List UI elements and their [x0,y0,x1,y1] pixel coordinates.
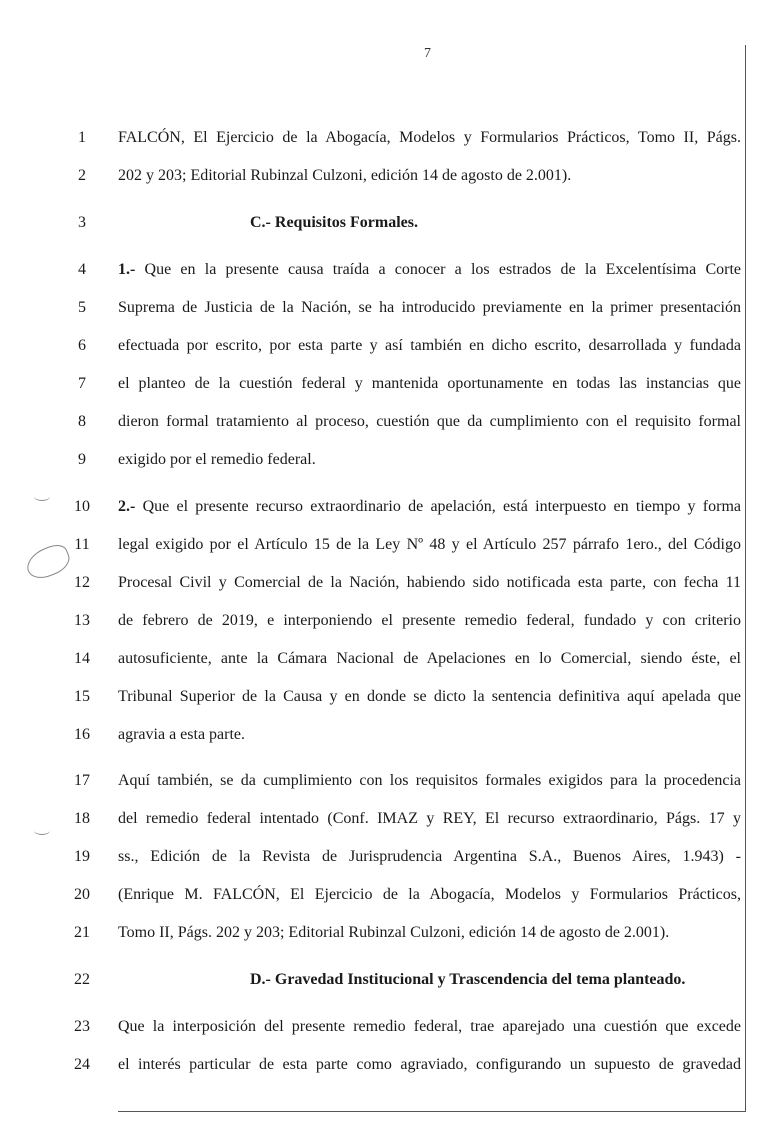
line-number: 9 [78,451,86,468]
line-text: ss., Edición de la Revista de Jurisprudencia Argentina S.A., Buenos Aires, 1.943) - [118,848,741,865]
line-text: Suprema de Justicia de la Nación, se ha introducido previamente en la primer presentación [118,299,741,316]
line-number: 17 [74,772,90,789]
line-text: (Enrique M. FALCÓN, El Ejercicio de la Abogacía, Modelos y Formularios Prácticos, [118,886,741,903]
line-number: 24 [74,1056,90,1073]
line-8 [0,410,766,434]
line-number: 8 [78,413,86,430]
line-text: el planteo de la cuestión federal y mantenida oportunamente en todas las instancias que [118,375,741,392]
line-text: exigido por el remedio federal. [118,451,316,468]
line-text: autosuficiente, ante la Cámara Nacional de Apelaciones en lo Comercial, siendo éste, el [118,650,741,667]
line-number: 4 [78,261,86,278]
line-number: 2 [78,167,86,184]
line-text: Tomo II, Págs. 202 y 203; Editorial Rubinzal Culzoni, edición 14 de agosto de 2.001). [118,924,670,941]
line-text: Tribunal Superior de la Causa y en donde se dicto la sentencia definitiva aquí apelada que [118,688,741,705]
line-6 [0,334,766,358]
line-number: 21 [74,924,90,941]
line-number: 13 [74,612,90,629]
line-9 [0,448,766,472]
line-10 [0,495,766,519]
line-number: 20 [74,886,90,903]
line-number: 16 [74,726,90,743]
line-number: 3 [78,214,86,231]
line-13 [0,609,766,633]
line-number: 10 [74,498,90,515]
line-number: 14 [74,650,90,667]
line-number: 6 [78,337,86,354]
line-text: legal exigido por el Artículo 15 de la Ley Nº 48 y el Artículo 257 párrafo 1ero., del Código [118,536,741,553]
line-number: 22 [74,971,90,988]
line-24 [0,1053,766,1077]
line-number: 23 [74,1018,90,1035]
line-number: 7 [78,375,86,392]
paragraph-lead: 2.- [118,498,136,515]
line-text: dieron formal tratamiento al proceso, cuestión que da cumplimiento con el requisito formal [118,413,741,430]
line-11 [0,533,766,557]
line-1 [0,126,766,150]
line-text: Procesal Civil y Comercial de la Nación, habiendo sido notificada esta parte, con fecha 11 [118,574,741,591]
line-15 [0,685,766,709]
line-number: 15 [74,688,90,705]
line-18 [0,807,766,831]
line-3 [0,211,766,235]
line-text: el interés particular de esta parte como agraviado, configurando un supuesto de gravedad [118,1056,741,1073]
line-text: FALCÓN, El Ejercicio de la Abogacía, Modelos y Formularios Prácticos, Tomo II, Págs. [118,129,741,146]
line-number: 5 [78,299,86,316]
line-20 [0,883,766,907]
line-number: 11 [74,536,90,553]
line-17 [0,769,766,793]
line-21 [0,921,766,945]
line-text: Que la interposición del presente remedio federal, trae aparejado una cuestión que excede [118,1018,741,1035]
line-16 [0,723,766,747]
line-text: agravia a esta parte. [118,726,246,743]
line-text: 2.- Que el presente recurso extraordinario de apelación, está interpuesto en tiempo y forma [118,498,741,515]
line-22 [0,968,766,992]
line-5 [0,296,766,320]
line-text: del remedio federal intentado (Conf. IMAZ y REY, El recurso extraordinario, Págs. 17 y [118,810,741,827]
section-heading-c: C.- Requisitos Formales. [250,214,418,231]
line-23 [0,1015,766,1039]
line-14 [0,647,766,671]
page-number: 7 [424,46,431,61]
margin-rule-bottom [118,1111,746,1112]
line-number: 18 [74,810,90,827]
line-text: Aquí también, se da cumplimiento con los requisitos formales exigidos para la procedencia [118,772,741,789]
line-number: 12 [74,574,90,591]
line-text: 202 y 203; Editorial Rubinzal Culzoni, edición 14 de agosto de 2.001). [118,167,572,184]
line-text: 1.- Que en la presente causa traída a conocer a los estrados de la Excelentísima Corte [118,261,741,278]
line-number: 19 [74,848,90,865]
line-2 [0,164,766,188]
line-12 [0,571,766,595]
line-text: efectuada por escrito, por esta parte y así también en dicho escrito, desarrollada y fundada [118,337,741,354]
line-19 [0,845,766,869]
line-number: 1 [78,129,86,146]
line-4 [0,258,766,282]
paragraph-lead: 1.- [118,261,136,278]
line-text: de febrero de 2019, e interponiendo el presente remedio federal, fundado y con criterio [118,612,741,629]
section-heading-d: D.- Gravedad Institucional y Trascendencia del tema planteado. [250,971,686,988]
line-7 [0,372,766,396]
